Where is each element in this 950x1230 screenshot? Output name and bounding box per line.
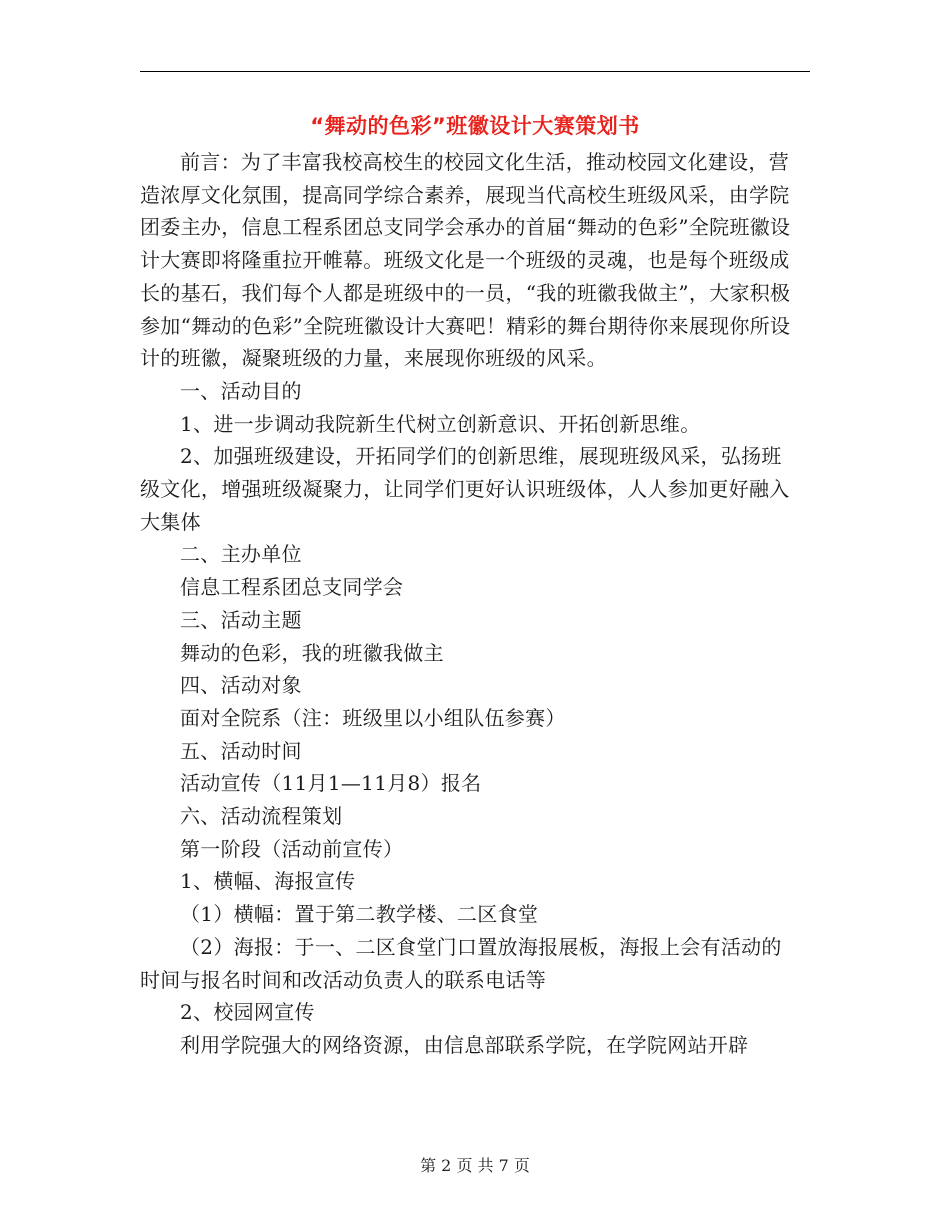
section-heading: 四、活动对象	[180, 673, 302, 698]
section-heading: 一、活动目的	[180, 378, 302, 403]
paragraph: 利用学院强大的网络资源，由信息部联系学院，在学院网站开辟	[180, 1032, 749, 1057]
page-number: 第 2 页 共 7 页	[420, 1156, 530, 1175]
document-title: “舞动的色彩”班徽设计大赛策划书	[310, 114, 640, 138]
section-heading: 六、活动流程策划	[180, 804, 343, 829]
paragraph: 面对全院系（注：班级里以小组队伍参赛）	[180, 705, 566, 730]
paragraph: 活动宣传（11月1—11月8）报名	[180, 771, 482, 796]
header-rule	[140, 71, 810, 72]
paragraph-preface: 前言：为了丰富我校高校生的校园文化生活，推动校园文化建设，营造浓厚文化氛围，提高同学综合素养，展现当代高校生班级风采，由学院团委主办，信息工程系团总支同学会承办的首届“舞动的色彩”全院班徽设计大赛即将隆重拉开帷幕。班级文化是一个班级的灵魂，也是每个班级成长的基石，我们每个人都是班级中的一员，“我的班徽我做主”，大家积极参加“舞动的色彩”全院班徽设计大赛吧！精彩的舞台期待你来展现你所设计的班徽，凝聚班级的力量，来展现你班级的风采。	[140, 150, 791, 371]
paragraph: 舞动的色彩，我的班徽我做主	[180, 640, 444, 665]
paragraph: 2、校园网宣传	[180, 1000, 315, 1025]
section-heading: 五、活动时间	[180, 738, 302, 763]
paragraph: 信息工程系团总支同学会	[180, 575, 404, 600]
paragraph: 2、加强班级建设，开拓同学们的创新思维，展现班级风采，弘扬班级文化，增强班级凝聚力，让同学们更好认识班级体，人人参加更好融入大集体	[140, 444, 790, 534]
document-body	[140, 146, 800, 1062]
paragraph: （2）海报：于一、二区食堂门口置放海报展板，海报上会有活动的时间与报名时间和改活动负责人的联系电话等	[140, 934, 782, 992]
paragraph: 1、横幅、海报宣传	[180, 869, 356, 894]
section-heading: 二、主办单位	[180, 542, 302, 567]
section-heading: 三、活动主题	[180, 607, 302, 632]
paragraph: 1、进一步调动我院新生代树立创新意识、开拓创新思维。	[180, 411, 701, 436]
paragraph: 第一阶段（活动前宣传）	[180, 836, 404, 861]
paragraph: （1）横幅：置于第二教学楼、二区食堂	[180, 902, 539, 927]
